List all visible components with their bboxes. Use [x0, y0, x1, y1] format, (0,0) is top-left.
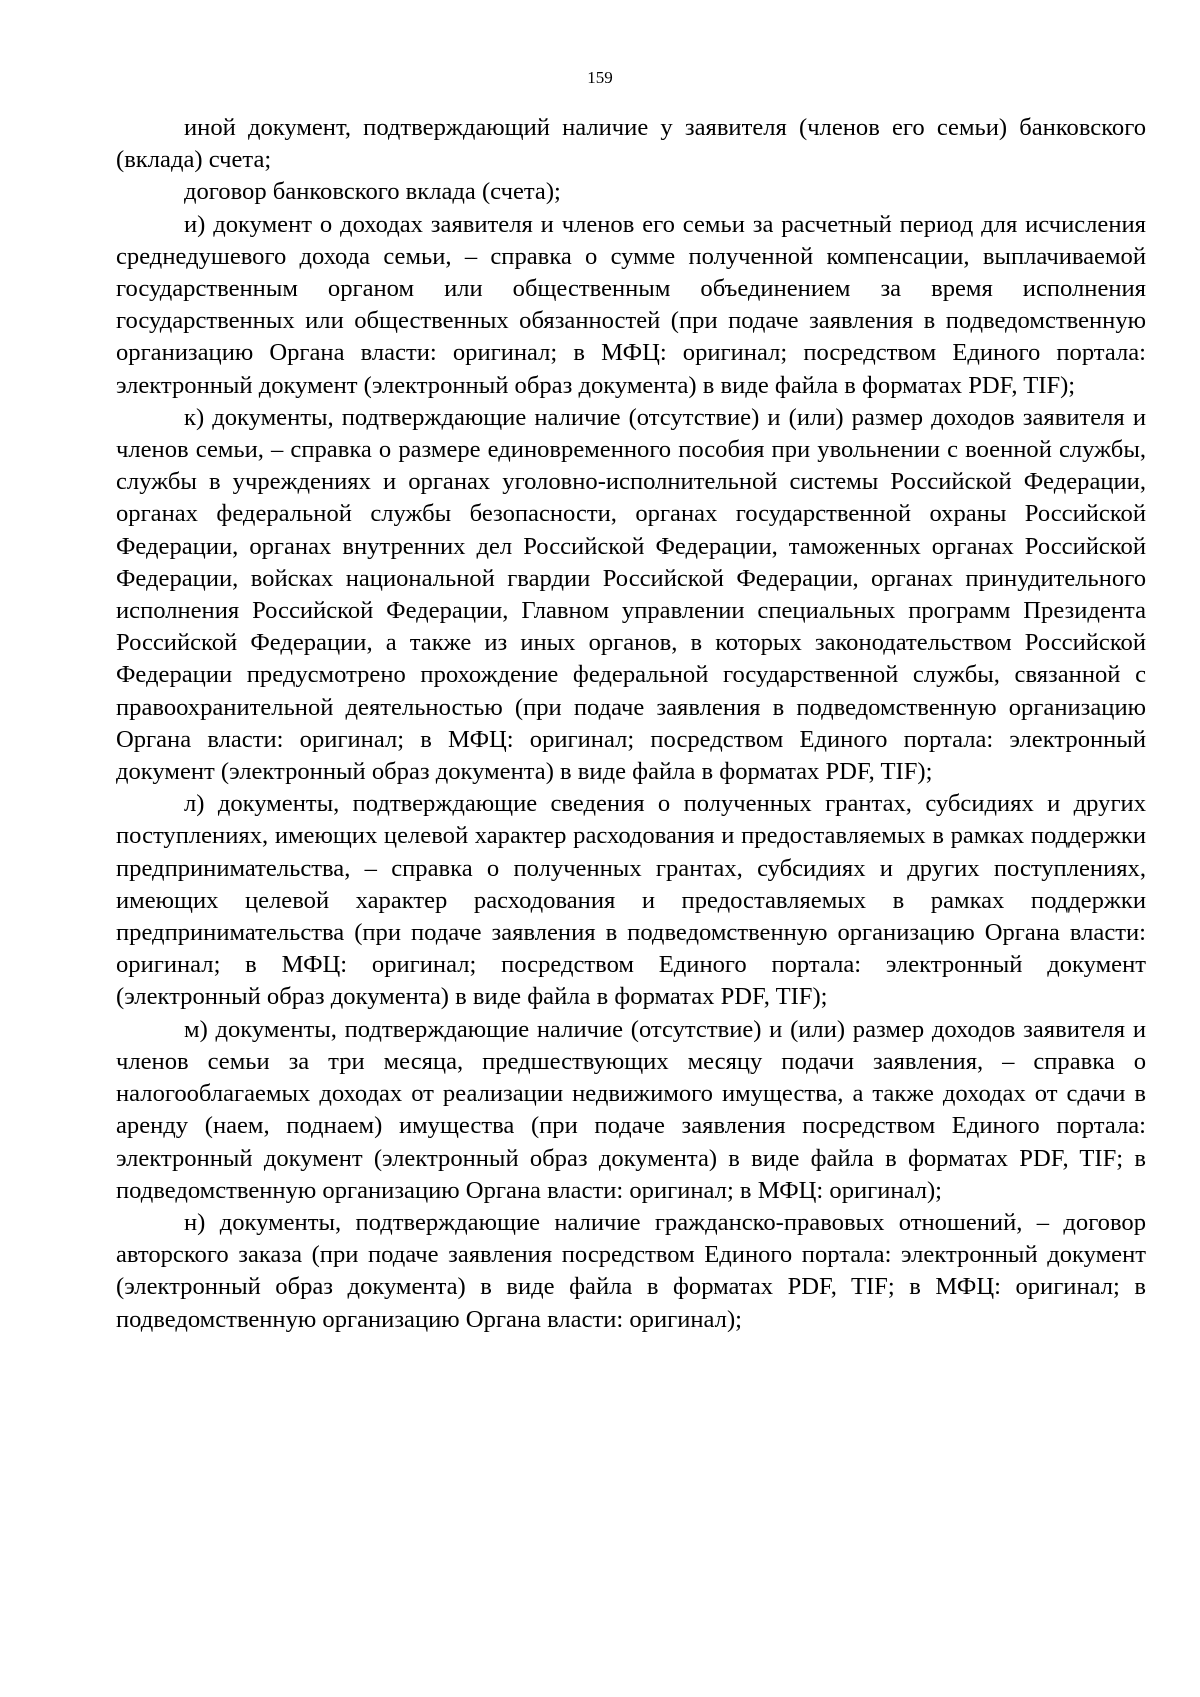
paragraph-deposit-agreement: договор банковского вклада (счета);	[184, 178, 561, 206]
page-number: 159	[587, 68, 613, 87]
paragraph-item-m: м) документы, подтверждающие наличие (отсутствие) и (или) размер доходов заявителя и членов семьи за три месяца, предшествующих месяцу подачи заявления, – справка о налогооблагаемых доходах от реализации недвижимого имущества, а также доходах от сдачи в аренду (наем, поднаем) имущества (при подаче заявления посредством Единого портала: электронный документ (электронный образ документа) в виде файла в форматах PDF, TIF; в подведомственную организацию Органа власти: оригинал; в МФЦ: оригинал);	[116, 1015, 1146, 1204]
paragraph-item-k: к) документы, подтверждающие наличие (отсутствие) и (или) размер доходов заявителя и членов семьи, – справка о размере единовременного пособия при увольнении с военной службы, службы в учреждениях и органах уголовно-исполнительной системы Российской Федерации, органах федеральной службы безопасности, органах государственной охраны Российской Федерации, органах внутренних дел Российской Федерации, таможенных органах Российской Федерации, войсках национальной гвардии Российской Федерации, органах принудительного исполнения Российской Федерации, Главном управлении специальных программ Президента Российской Федерации, а также из иных органов, в которых законодательством Российской Федерации предусмотрено прохождение федеральной государственной службы, связанной с правоохранительной деятельностью (при подаче заявления в подведомственную организацию Органа власти: оригинал; в МФЦ: оригинал; посредством Единого портала: электронный документ (электронный образ документа) в виде файла в форматах PDF, TIF);	[116, 403, 1146, 786]
paragraph-item-i: и) документ о доходах заявителя и членов его семьи за расчетный период для исчисления среднедушевого дохода семьи, – справка о сумме полученной компенсации, выплачиваемой государственным органом или общественным объединением за время исполнения государственных или общественных обязанностей (при подаче заявления в подведомственную организацию Органа власти: оригинал; в МФЦ: оригинал; посредством Единого портала: электронный документ (электронный образ документа) в виде файла в форматах PDF, TIF);	[116, 210, 1146, 399]
paragraph-other-document: иной документ, подтверждающий наличие у заявителя (членов его семьи) банковского (вклада) счета;	[116, 114, 1146, 174]
document-body	[116, 112, 1146, 1336]
paragraph-item-l: л) документы, подтверждающие сведения о полученных грантах, субсидиях и других поступлениях, имеющих целевой характер расходования и предоставляемых в рамках поддержки предпринимательства, – справка о полученных грантах, субсидиях и других поступлениях, имеющих целевой характер расходования и предоставляемых в рамках поддержки предпринимательства (при подаче заявления в подведомственную организацию Органа власти: оригинал; в МФЦ: оригинал; посредством Единого портала: электронный документ (электронный образ документа) в виде файла в форматах PDF, TIF);	[116, 790, 1146, 1011]
paragraph-item-n: н) документы, подтверждающие наличие гражданско-правовых отношений, – договор авторского заказа (при подаче заявления посредством Единого портала: электронный документ (электронный образ документа) в виде файла в форматах PDF, TIF; в МФЦ: оригинал; в подведомственную организацию Органа власти: оригинал);	[116, 1208, 1146, 1333]
